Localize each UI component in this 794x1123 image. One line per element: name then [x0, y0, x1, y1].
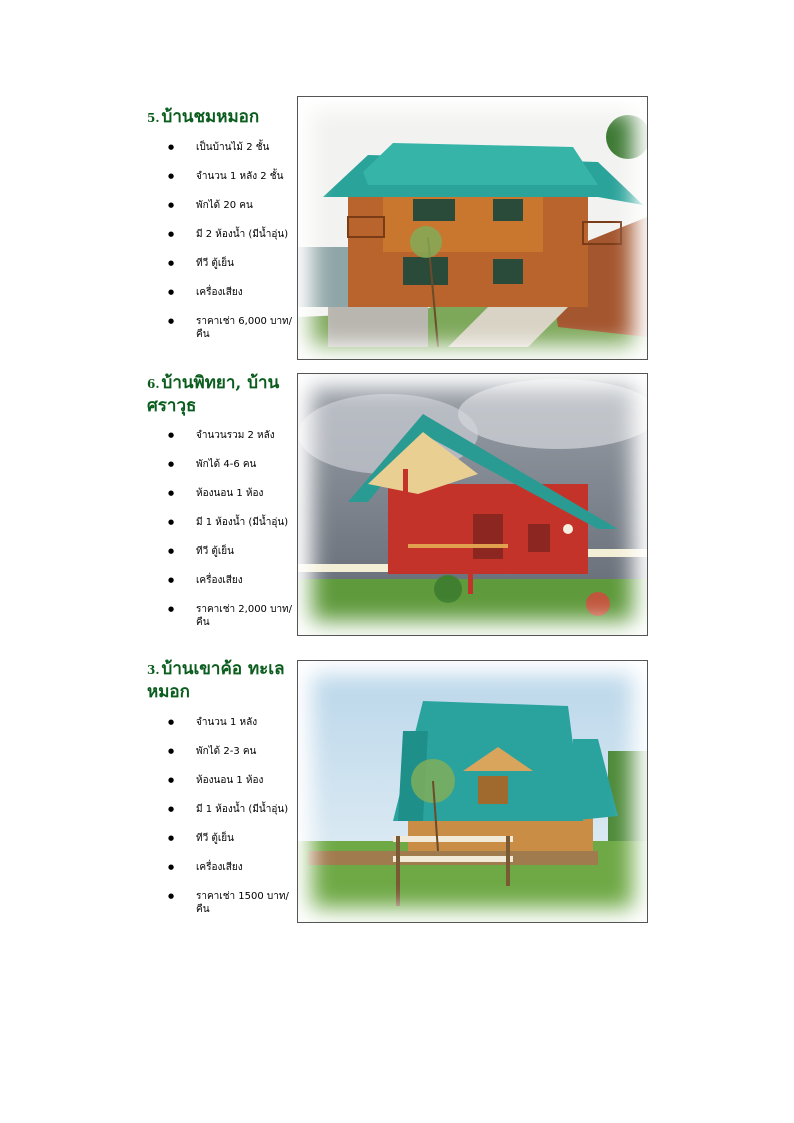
list-item: ● เครื่องเสียง [168, 861, 293, 874]
section-2-title [147, 372, 297, 417]
list-item: ● ราคาเช่า 1500 บาท/คืน [168, 890, 293, 916]
house-photo-3 [297, 660, 648, 923]
list-item: ● เครื่องเสียง [168, 286, 293, 299]
list-item: ● ทีวี ตู้เย็น [168, 545, 293, 558]
section-2-number: 6. [147, 377, 160, 391]
section-3-title-text: บ้านเขาค้อ ทะเลหมอก [147, 659, 285, 702]
section-3-title [147, 658, 297, 703]
list-item: ● เป็นบ้านไม้ 2 ชั้น [168, 141, 293, 154]
section-2-title-text: บ้านพิทยา, บ้านศราวุธ [147, 373, 280, 416]
list-item: ● ห้องนอน 1 ห้อง [168, 487, 293, 500]
list-item: ● ราคาเช่า 2,000 บาท/คืน [168, 603, 293, 629]
list-item: ● จำนวน 1 หลัง [168, 716, 293, 729]
list-item: ● ทีวี ตู้เย็น [168, 832, 293, 845]
section-1-title-text: บ้านชมหมอก [161, 107, 260, 127]
list-item: ● พักได้ 4-6 คน [168, 458, 293, 471]
list-item: ● มี 1 ห้องน้ำ (มีน้ำอุ่น) [168, 803, 293, 816]
section-1-number: 5. [147, 111, 160, 125]
list-item: ● พักได้ 2-3 คน [168, 745, 293, 758]
list-item: ● จำนวน 1 หลัง 2 ชั้น [168, 170, 293, 183]
list-item: ● จำนวนรวม 2 หลัง [168, 429, 293, 442]
list-item: ● มี 1 ห้องน้ำ (มีน้ำอุ่น) [168, 516, 293, 529]
section-2-list [168, 429, 293, 645]
list-item: ● ราคาเช่า 6,000 บาท/คืน [168, 315, 293, 341]
list-item: ● เครื่องเสียง [168, 574, 293, 587]
section-1-title [147, 106, 297, 129]
section-3-number: 3. [147, 663, 160, 677]
list-item: ● ห้องนอน 1 ห้อง [168, 774, 293, 787]
section-1-list [168, 141, 293, 357]
list-item: ● มี 2 ห้องน้ำ (มีน้ำอุ่น) [168, 228, 293, 241]
section-3-list [168, 716, 293, 932]
house-photo-2 [297, 373, 648, 636]
list-item: ● พักได้ 20 คน [168, 199, 293, 212]
list-item: ● ทีวี ตู้เย็น [168, 257, 293, 270]
house-photo-1 [297, 96, 648, 360]
